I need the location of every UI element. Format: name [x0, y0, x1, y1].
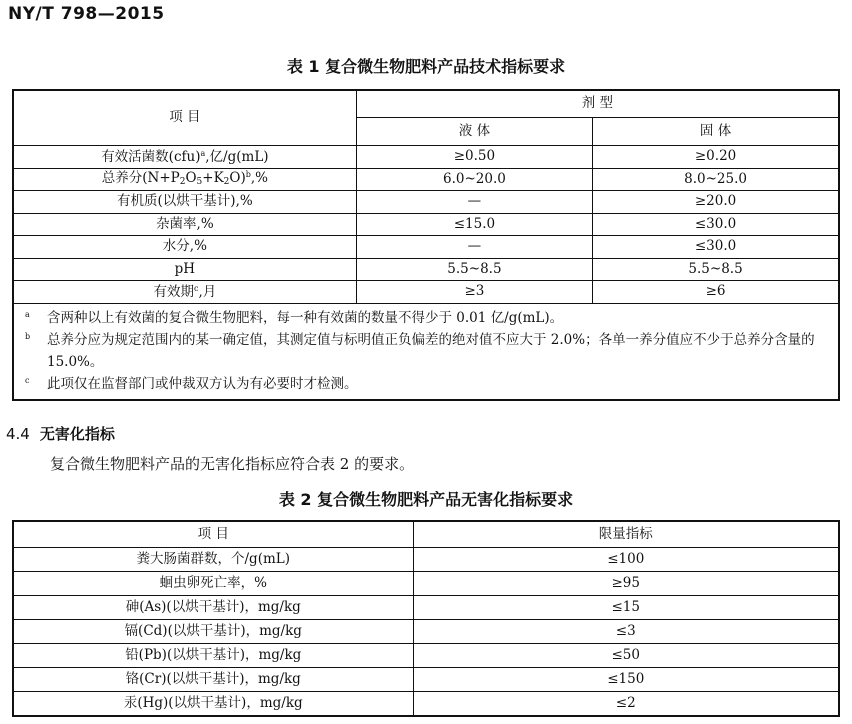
table1-liquid-cell: ≥3 — [356, 281, 592, 304]
table1-liquid-cell: ≥0.50 — [356, 146, 592, 169]
section-heading — [6, 423, 115, 444]
table2-row — [13, 668, 839, 692]
note-mark: b — [25, 331, 31, 341]
table2-item-cell: 蛔虫卵死亡率，% — [13, 572, 413, 596]
table1-item-cell: 有效活菌数(cfu)$^a$,亿/g(mL) — [13, 146, 356, 169]
table2-item-cell: 铅(Pb)(以烘干基计)，mg/kg — [13, 644, 413, 668]
section-paragraph: 复合微生物肥料产品的无害化指标应符合表 2 的要求。 — [50, 455, 415, 473]
table1-solid-cell: ≥20.0 — [593, 191, 839, 214]
table2-item-cell: 镉(Cd)(以烘干基计)，mg/kg — [13, 620, 413, 644]
table1-solid-cell: 8.0~25.0 — [593, 168, 839, 191]
table1-note — [22, 373, 832, 395]
table1 — [12, 89, 840, 401]
table1-row — [13, 213, 839, 236]
section-number: 4.4 — [6, 425, 30, 443]
section-title: 无害化指标 — [39, 425, 115, 443]
table1-item-cell: 有机质(以烘干基计),% — [13, 191, 356, 214]
table1-item-cell: pH — [13, 258, 356, 281]
table2-limit-cell: ≤50 — [413, 644, 839, 668]
table2-row — [13, 620, 839, 644]
table2-item-cell: 汞(Hg)(以烘干基计)，mg/kg — [13, 692, 413, 717]
table1-row — [13, 168, 839, 191]
note-text: 总养分应为规定范围内的某一确定值，其测定值与标明值正负偏差的绝对值不应大于 2.0%；各单一养分值应不少于总养分含量的 15.0%。 — [47, 331, 815, 370]
table1-header-type: 剂 型 — [356, 90, 839, 118]
table2-row — [13, 596, 839, 620]
table1-solid-cell: ≤30.0 — [593, 213, 839, 236]
table1-liquid-cell: — — [356, 236, 592, 259]
table2-row — [13, 644, 839, 668]
table2-header-item: 项 目 — [13, 521, 413, 548]
table1-header-item: 项 目 — [13, 90, 356, 146]
table2 — [12, 520, 840, 717]
table2-item-cell: 铬(Cr)(以烘干基计)，mg/kg — [13, 668, 413, 692]
table2-limit-cell: ≤2 — [413, 692, 839, 717]
table2-header-limit: 限量指标 — [413, 521, 839, 548]
table1-header-liquid: 液 体 — [356, 118, 592, 146]
table1-title: 表 1 复合微生物肥料产品技术指标要求 — [286, 57, 566, 76]
table1-liquid-cell: 6.0~20.0 — [356, 168, 592, 191]
table2-item-cell: 粪大肠菌群数，个/g(mL) — [13, 548, 413, 572]
table1-header-solid: 固 体 — [593, 118, 839, 146]
table1-liquid-cell: ≤15.0 — [356, 213, 592, 236]
table2-limit-cell: ≤150 — [413, 668, 839, 692]
table2-row — [13, 548, 839, 572]
table2-row — [13, 572, 839, 596]
table1-row — [13, 258, 839, 281]
table1-row — [13, 236, 839, 259]
table1-liquid-cell: 5.5~8.5 — [356, 258, 592, 281]
table1-solid-cell: 5.5~8.5 — [593, 258, 839, 281]
note-mark: c — [25, 375, 30, 385]
table1-item-cell: 有效期$^c$,月 — [13, 281, 356, 304]
table2-limit-cell: ≤15 — [413, 596, 839, 620]
note-text: 含两种以上有效菌的复合微生物肥料，每一种有效菌的数量不得少于 0.01 亿/g(mL)。 — [47, 309, 564, 326]
table2-limit-cell: ≤100 — [413, 548, 839, 572]
table2-title: 表 2 复合微生物肥料产品无害化指标要求 — [278, 490, 574, 509]
table1-note — [22, 329, 832, 373]
table1-solid-cell: ≥6 — [593, 281, 839, 304]
note-mark: a — [25, 309, 30, 319]
table2-limit-cell: ≥95 — [413, 572, 839, 596]
table1-notes — [13, 303, 839, 400]
table1-item-cell: 水分,% — [13, 236, 356, 259]
table1-row — [13, 281, 839, 304]
table2-item-cell: 砷(As)(以烘干基计)，mg/kg — [13, 596, 413, 620]
table1-solid-cell: ≥0.20 — [593, 146, 839, 169]
table1-row — [13, 146, 839, 169]
table1-row — [13, 191, 839, 214]
table1-solid-cell: ≤30.0 — [593, 236, 839, 259]
standard-code: NY/T 798—2015 — [8, 4, 165, 24]
table2-row — [13, 692, 839, 717]
table1-note — [22, 307, 832, 329]
table2-limit-cell: ≤3 — [413, 620, 839, 644]
table1-item-cell: 杂菌率,% — [13, 213, 356, 236]
note-text: 此项仅在监督部门或仲裁双方认为有必要时才检测。 — [47, 375, 358, 392]
table1-item-cell: 总养分$(N+P_2O_5+K_2O)^b,\%$ — [13, 168, 356, 191]
table1-liquid-cell: — — [356, 191, 592, 214]
